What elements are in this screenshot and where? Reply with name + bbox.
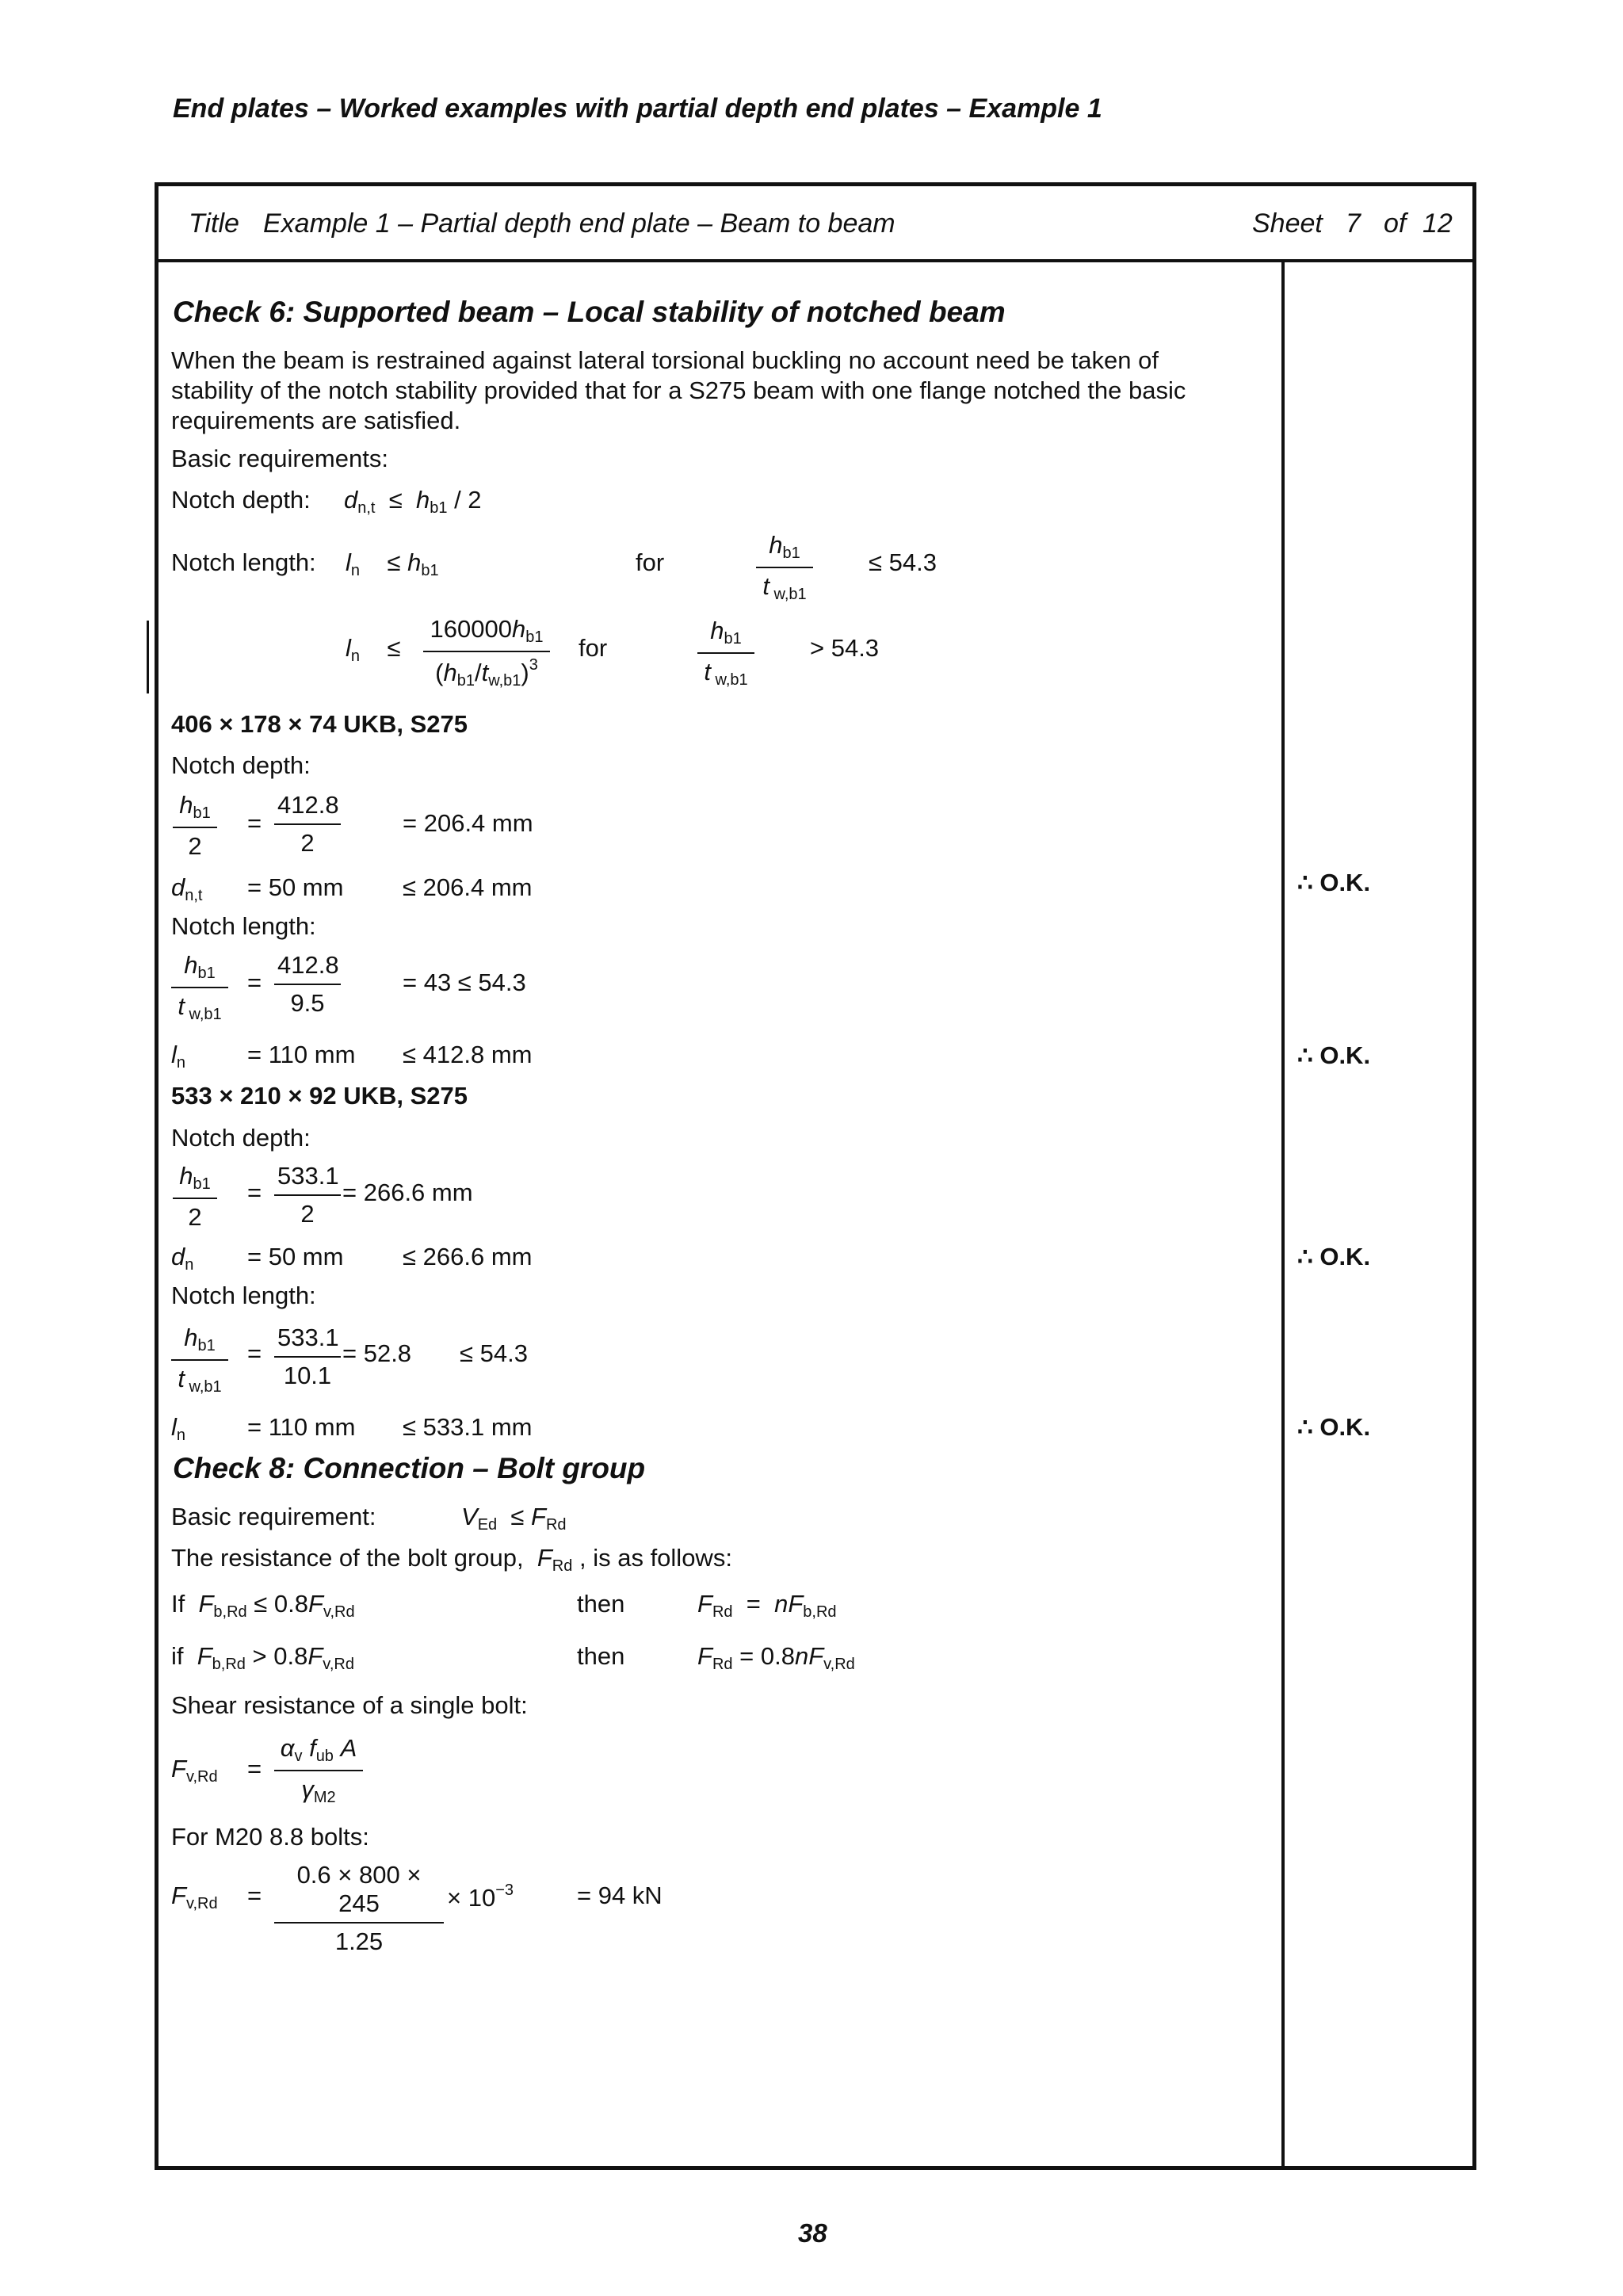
constant-160000: 160000 (430, 615, 512, 643)
title-text: Example 1 – Partial depth end plate – Beam to beam (263, 208, 896, 239)
change-bar (147, 621, 149, 693)
section1-notch-depth-label: Notch depth: (171, 751, 311, 779)
bolts-label: For M20 8.8 bolts: (171, 1823, 369, 1851)
section1-length-ok: ∴ O.K. (1297, 1041, 1371, 1069)
notch-length-label: Notch length: (171, 548, 316, 576)
check6-para-line3: requirements are satisfied. (171, 407, 461, 434)
then-1: then (577, 1590, 625, 1618)
bolt-calc-fraction: 0.6 × 800 × 245 1.25 (274, 1861, 444, 1956)
section2-notch-depth-label: Notch depth: (171, 1124, 311, 1152)
section1-ln-value: = 110 mm (247, 1041, 356, 1068)
bolt-calc-multiplier: × $10^{-3}$ (447, 1881, 514, 1912)
equals-sign: = (247, 968, 262, 996)
section2-ratio-values: 533.1 10.1 (274, 1324, 341, 1390)
equals-sign: = (247, 1179, 262, 1206)
sheet-total: 12 (1423, 208, 1453, 239)
bolt-calc-result: = 94 kN (577, 1881, 663, 1909)
then-2: then (577, 1642, 625, 1670)
section2-ratio-limit: ≤ 54.3 (460, 1339, 528, 1367)
section1-ratio-values: 412.8 9.5 (274, 951, 341, 1018)
check8-heading: Check 8: Connection – Bolt group (173, 1452, 646, 1484)
section2-dn-symbol: $d_n$ (171, 1243, 194, 1274)
of-label: of (1384, 208, 1407, 239)
section2-ratio-result: = 52.8 (342, 1339, 412, 1367)
notch-length-formula-1: $l_n$ ≤ $h_{b1}$ (346, 548, 439, 579)
section2-ln-symbol: $l_n$ (171, 1413, 186, 1444)
section1-ln-symbol: $l_n$ (171, 1041, 186, 1072)
check8-resistance-line: The resistance of the bolt group, $F_{Rd}$ , is as follows: (171, 1544, 732, 1575)
sheet-label: Sheet (1252, 208, 1323, 239)
section2-ratio-symbol: $h_{b1}$ t $_{w,b1}$ (171, 1324, 228, 1396)
for-label-2: for (579, 634, 608, 662)
section1-ratio-result: = 43 ≤ 54.3 (403, 968, 526, 996)
section2-value-over-2: 533.1 2 (274, 1162, 341, 1228)
check8-basic-req-label: Basic requirement: (171, 1503, 376, 1530)
section2-half-result: = 266.6 mm (342, 1179, 473, 1206)
result-2: $F_{Rd} = 0.8nF_{v,Rd}$ (697, 1642, 855, 1673)
section2-hb1-over-2: $h_{b1}$ 2 (173, 1162, 217, 1232)
running-header: End plates – Worked examples with partial depth end plates – Example 1 (173, 94, 1102, 124)
section2-ln-value: = 110 mm (247, 1413, 356, 1441)
result-1: $F_{Rd} = nF_{b,Rd}$ (697, 1590, 837, 1621)
equals-sign: = (247, 1755, 262, 1782)
section1-ratio-symbol: $h_{b1}$ t $_{w,b1}$ (171, 951, 228, 1024)
page-number: 38 (798, 2218, 827, 2248)
shear-resistance-label: Shear resistance of a single bolt: (171, 1691, 528, 1719)
section1-title: 406 × 178 × 74 UKB, S275 (171, 710, 468, 738)
section1-value-over-2: 412.8 2 (274, 791, 341, 858)
section1-hb1-over-2: $h_{b1}$ 2 (173, 791, 217, 861)
section1-dnt-symbol: $d_{n,t}$ (171, 873, 203, 904)
check6-heading: Check 6: Supported beam – Local stability of notched beam (173, 296, 1006, 328)
equals-sign: = (247, 1881, 262, 1909)
sheet-number: 7 (1346, 208, 1361, 239)
section2-depth-ok: ∴ O.K. (1297, 1243, 1371, 1270)
fv-rd-symbol: $F_{v,Rd}$ (171, 1755, 218, 1786)
section1-dnt-value: = 50 mm (247, 873, 344, 901)
check8-basic-req-formula: $V_{Ed} \le F_{Rd}$ (461, 1503, 567, 1534)
notch-length-fraction-2: $160000h_{b1}$ $(h_{b1}/t_{w,b1})^3$ (423, 615, 550, 690)
section2-dn-limit: ≤ 266.6 mm (403, 1243, 533, 1270)
limit-le: ≤ 54.3 (869, 548, 937, 576)
section1-dnt-limit: ≤ 206.4 mm (403, 873, 533, 901)
notch-depth-label: Notch depth: (171, 486, 311, 514)
section1-ln-limit: ≤ 412.8 mm (403, 1041, 533, 1068)
shear-formula-fraction: $\alpha_v$ $f_{ub}$ A $\gamma_{M2}$ (274, 1734, 363, 1807)
equals-sign: = (247, 1339, 262, 1367)
for-label-1: for (636, 548, 665, 576)
ratio-fraction-1: $h_{b1}$ t $_{w,b1}$ (756, 531, 813, 604)
fv-rd-symbol-2: $F_{v,Rd}$ (171, 1881, 218, 1912)
section1-half-result: = 206.4 mm (403, 809, 533, 837)
section2-ln-limit: ≤ 533.1 mm (403, 1413, 533, 1441)
title-label: Title (189, 208, 239, 239)
check6-para-line2: stability of the notch stability provided that for a S275 beam with one flange notched the basic (171, 376, 1186, 404)
section2-length-ok: ∴ O.K. (1297, 1413, 1371, 1441)
section2-notch-length-label: Notch length: (171, 1282, 316, 1309)
condition-2: if $F_{b,Rd} > 0.8F_{v,Rd}$ (171, 1642, 354, 1673)
section2-title: 533 × 210 × 92 UKB, S275 (171, 1082, 468, 1110)
notch-depth-formula: $d_{n,t} \le h_{b1} / 2$ (344, 486, 482, 517)
equals-sign: = (247, 809, 262, 837)
check6-para-line1: When the beam is restrained against lateral torsional buckling no account need be taken of (171, 346, 1159, 374)
ratio-fraction-2: $h_{b1}$ t $_{w,b1}$ (697, 617, 754, 690)
condition-1: If $F_{b,Rd} \le 0.8F_{v,Rd}$ (171, 1590, 355, 1621)
notch-length-formula-2: $l_n$ ≤ (346, 634, 401, 665)
section1-notch-length-label: Notch length: (171, 912, 316, 940)
title-divider (155, 259, 1476, 262)
basic-requirements-label: Basic requirements: (171, 445, 388, 472)
section1-depth-ok: ∴ O.K. (1297, 869, 1371, 896)
section2-dn-value: = 50 mm (247, 1243, 344, 1270)
margin-column-divider (1281, 262, 1285, 2170)
limit-gt: > 54.3 (810, 634, 880, 662)
